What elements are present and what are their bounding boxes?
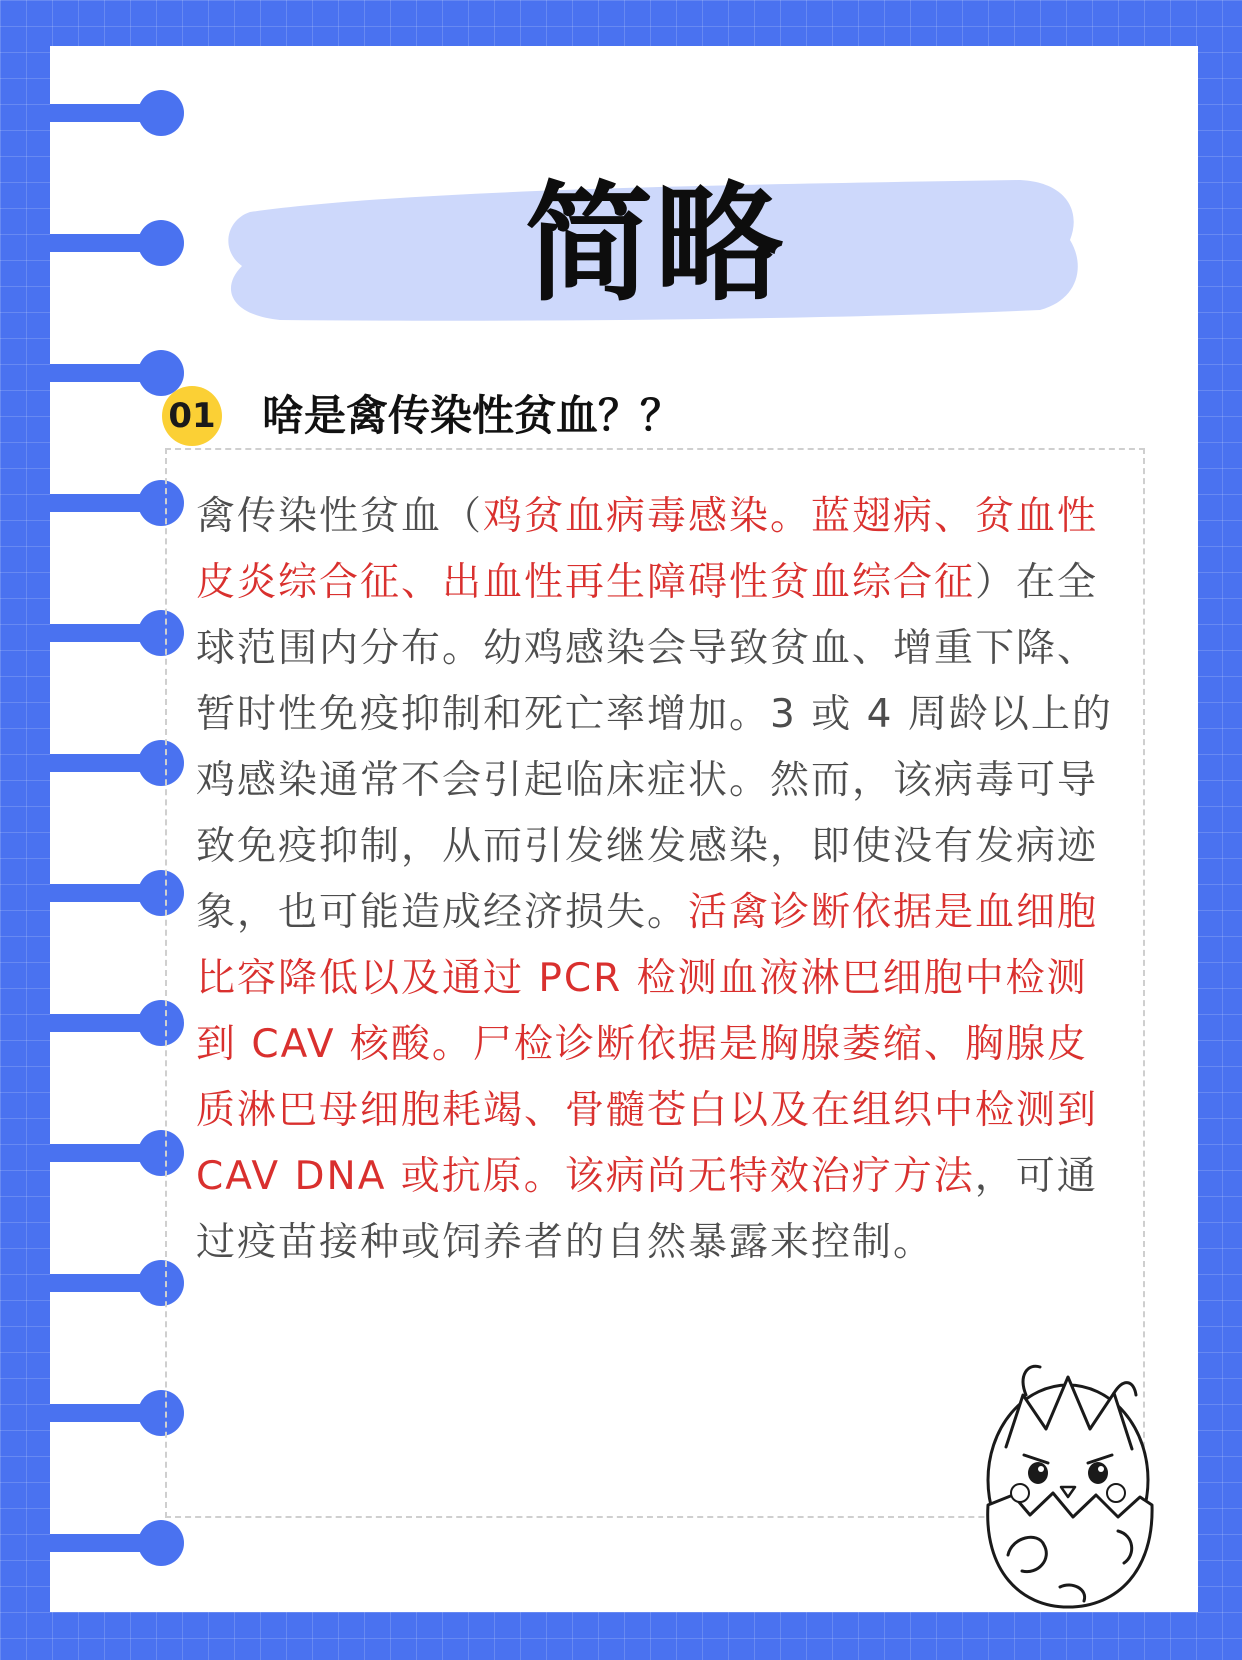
- chick-in-egg-icon: [968, 1355, 1168, 1615]
- body-text-segment: ，可通过疫苗接种或饲养者的自然暴露来控制。: [196, 1154, 1098, 1265]
- section-heading: 啥是禽传染性贫血？？: [262, 391, 683, 440]
- body-text-segment: ）在全球范围内分布。幼鸡感染会导致贫血、增重下降、暂时性免疫抑制和死亡率增加。3 或 4 周龄以上的鸡感染通常不会引起临床症状。然而，该病毒可导致免疫抑制，从而引发继发感染，即使没有发病迹象，也可能造成经济损失。: [196, 560, 1113, 935]
- binder-ring: [50, 220, 190, 266]
- section-number-badge: 01: [162, 386, 222, 446]
- binder-ring: [50, 1520, 190, 1566]
- binder-ring: [50, 90, 190, 136]
- title-block: [220, 150, 1090, 340]
- page-title: 简略: [524, 170, 785, 319]
- body-text-highlight: 鸡贫血病毒感染。蓝翅病、贫血性皮炎综合征、出血性再生障碍性贫血综合征: [196, 494, 1099, 605]
- body-paragraph: [196, 484, 1116, 1276]
- binder-ring: [50, 350, 190, 396]
- body-text-segment: 禽传染性贫血（: [196, 494, 484, 539]
- body-text-highlight: 活禽诊断依据是血细胞比容降低以及通过 PCR 检测血液淋巴细胞中检测到 CAV 核酸。尸检诊断依据是胸腺萎缩、胸腺皮质淋巴母细胞耗竭、骨髓苍白以及在组织中检测到 CAV DNA 或抗原。该病尚无特效治疗方法: [196, 890, 1099, 1199]
